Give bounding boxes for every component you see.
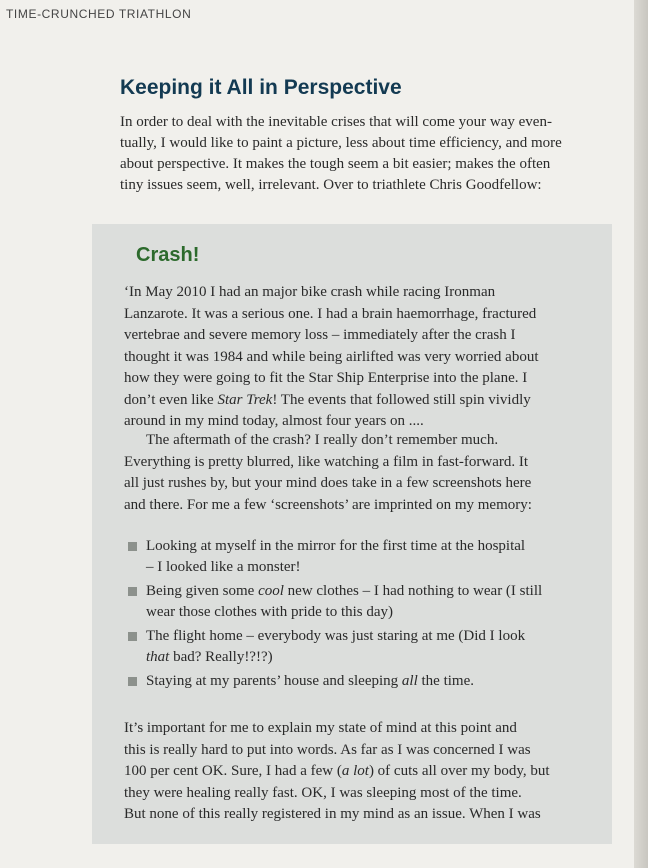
bullet-item [124, 671, 594, 692]
text-span: Staying at my parents’ house and sleeping [146, 673, 402, 689]
text-span: ) of cuts all over my body, but [368, 763, 550, 779]
text-span: Being given some [146, 583, 259, 599]
text-line: The flight home – everybody was just staring at me (Did I look [146, 628, 526, 644]
text-line: wear those clothes with pride to this day) [146, 604, 394, 620]
text-line: But none of this really registered in my mind as an issue. When I was [124, 806, 541, 822]
text-line: It’s important for me to explain my state of mind at this point and [124, 720, 517, 736]
paragraph-3 [124, 718, 594, 826]
text-line: The aftermath of the crash? I really don’t remember much. [146, 432, 499, 448]
text-line: how they were going to fit the Star Ship Enterprise into the plane. I [124, 370, 528, 386]
text-span: 100 per cent OK. Sure, I had a few ( [124, 763, 342, 779]
text-span: ! The events that followed still spin vividly [272, 391, 531, 408]
bullet-item [124, 581, 594, 623]
text-span: bad? Really!?!?) [169, 649, 273, 665]
running-header: TIME-CRUNCHED TRIATHLON [6, 7, 192, 21]
square-bullet-icon [128, 587, 137, 596]
italic-span: all [401, 673, 418, 689]
text-line: all just rushes by, but your mind does take in a few screenshots here [124, 475, 532, 491]
italic-span: cool [258, 583, 284, 599]
italic-span: that [146, 649, 170, 665]
italic-span: a lot [341, 763, 369, 779]
text-span: don’t even like [124, 391, 218, 408]
intro-paragraph [120, 112, 600, 196]
text-line [124, 761, 594, 783]
text-line: Looking at myself in the mirror for the first time at the hospital [146, 538, 526, 554]
paragraph-2 [124, 430, 594, 516]
text-line: around in my mind today, almost four years on .... [124, 413, 424, 429]
bullet-list [124, 536, 594, 695]
intro-line: tiny issues seem, well, irrelevant. Over to triathlete Chris Goodfellow: [120, 177, 542, 193]
text-line [146, 581, 594, 602]
text-line: this is really hard to put into words. As far as I was concerned I was [124, 741, 531, 758]
text-line: vertebrae and severe memory loss – immediately after the crash I [124, 327, 516, 343]
text-line: ‘In May 2010 I had an major bike crash while racing Ironman [124, 284, 496, 300]
text-line: Everything is pretty blurred, like watching a film in fast-forward. It [124, 453, 529, 470]
text-span: new clothes – I had nothing to wear (I still [283, 583, 543, 599]
text-line: they were healing really fast. OK, I was sleeping most of the time. [124, 784, 522, 801]
bullet-item [124, 536, 594, 578]
text-line: and there. For me a few ‘screenshots’ are imprinted on my memory: [124, 496, 532, 513]
text-line: thought it was 1984 and while being airlifted was very worried about [124, 348, 539, 365]
text-line [124, 390, 594, 412]
section-title: Keeping it All in Perspective [120, 76, 402, 99]
text-line: Lanzarote. It was a serious one. I had a brain haemorrhage, fractured [124, 305, 537, 322]
text-line [146, 671, 594, 692]
square-bullet-icon [128, 677, 137, 686]
box-title: Crash! [136, 244, 200, 266]
bullet-item [124, 626, 594, 668]
square-bullet-icon [128, 632, 137, 641]
italic-span: Star Trek [217, 391, 273, 408]
text-span: the time. [417, 673, 475, 689]
intro-line: In order to deal with the inevitable crises that will come your way even- [120, 114, 552, 130]
paragraph-1 [124, 282, 594, 433]
text-line: – I looked like a monster! [146, 559, 301, 575]
square-bullet-icon [128, 542, 137, 551]
intro-line: about perspective. It makes the tough seem a bit easier; makes the often [120, 156, 551, 172]
text-line [146, 647, 594, 668]
intro-line: tually, I would like to paint a picture, less about time efficiency, and more [120, 135, 562, 151]
page-edge [634, 0, 648, 868]
